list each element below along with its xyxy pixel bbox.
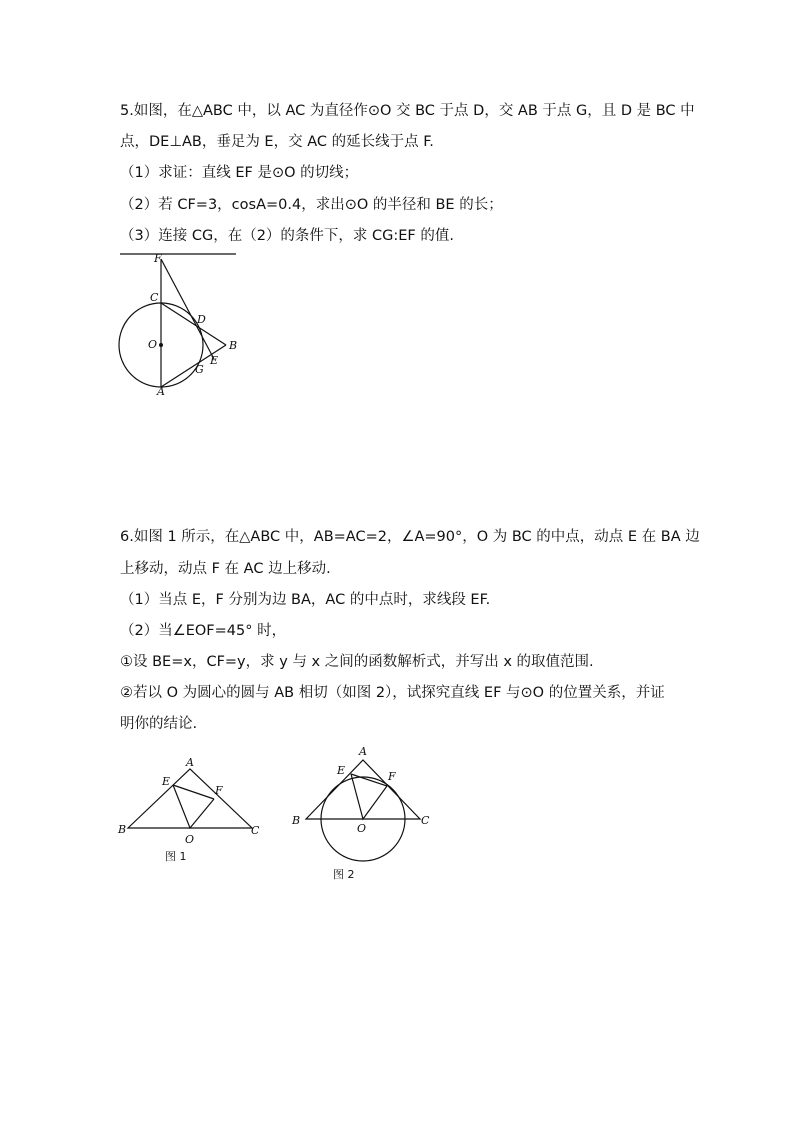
p5-label-e: E <box>210 354 219 367</box>
fig1-label-a: A <box>186 756 194 769</box>
fig1-label-b: B <box>118 823 127 836</box>
p5-line-1: 5.如图，在△ABC 中，以 AC 为直径作⊙O 交 BC 于点 D，交 AB 于点 G，且 D 是 BC 中 <box>120 103 695 119</box>
p5-label-f: F <box>154 252 162 265</box>
p5-part-3: （3）连接 CG，在（2）的条件下，求 CG:EF 的值. <box>120 228 454 244</box>
fig1-label-f: F <box>215 784 223 797</box>
p6-line-1: 6.如图 1 所示，在△ABC 中，AB=AC=2，∠A=90°，O 为 BC 的中点，动点 E 在 BA 边 <box>120 529 700 545</box>
fig1-label-c: C <box>251 824 260 837</box>
fig2-label-a: A <box>359 745 367 758</box>
fig2-label-e: E <box>337 764 346 777</box>
p5-part-2: （2）若 CF=3，cosA=0.4，求出⊙O 的半径和 BE 的长； <box>120 197 503 213</box>
fig1-label-o: O <box>185 833 195 846</box>
p5-part-1: （1）求证：直线 EF 是⊙O 的切线； <box>120 165 359 181</box>
fig1-segment-ef <box>173 785 214 799</box>
p6-part-2: （2）当∠EOF=45° 时， <box>120 623 287 639</box>
fig2-label-c: C <box>421 814 430 827</box>
p5-label-c: C <box>150 291 159 304</box>
p5-line-cb <box>161 303 226 345</box>
p6-figure-1 <box>115 752 270 870</box>
fig2-label-f: F <box>388 770 396 783</box>
fig1-label-e: E <box>162 775 171 788</box>
p6-line-2: 上移动，动点 F 在 AC 边上移动. <box>120 561 331 577</box>
p5-label-a: A <box>157 385 165 396</box>
fig2-label-b: B <box>292 814 301 827</box>
p6-sub-1: ①设 BE=x，CF=y，求 y 与 x 之间的函数解析式，并写出 x 的取值范围. <box>120 654 594 670</box>
p6-sub-2-cont: 明你的结论. <box>120 716 198 732</box>
p5-label-o: O <box>148 338 158 351</box>
fig1-caption: 图 1 <box>165 850 187 863</box>
p5-line-2: 点，DE⊥AB，垂足为 E，交 AC 的延长线于点 F. <box>120 134 434 150</box>
p5-line-fe <box>161 259 214 359</box>
p5-label-b: B <box>229 339 238 352</box>
fig2-label-o: O <box>357 822 367 835</box>
p6-part-1: （1）当点 E，F 分别为边 BA，AC 的中点时，求线段 EF. <box>120 592 491 608</box>
p5-label-g: G <box>195 363 204 376</box>
p6-sub-2: ②若以 O 为圆心的圆与 AB 相切（如图 2），试探究直线 EF 与⊙O 的位置关系，并证 <box>120 685 665 701</box>
p5-label-d: D <box>197 313 206 326</box>
fig2-triangle-abc <box>306 760 420 819</box>
p6-figure-2 <box>288 742 438 884</box>
p5-center-dot <box>159 343 163 347</box>
fig1-triangle-abc <box>128 769 252 828</box>
p5-figure <box>118 252 242 396</box>
fig2-caption: 图 2 <box>333 868 355 881</box>
